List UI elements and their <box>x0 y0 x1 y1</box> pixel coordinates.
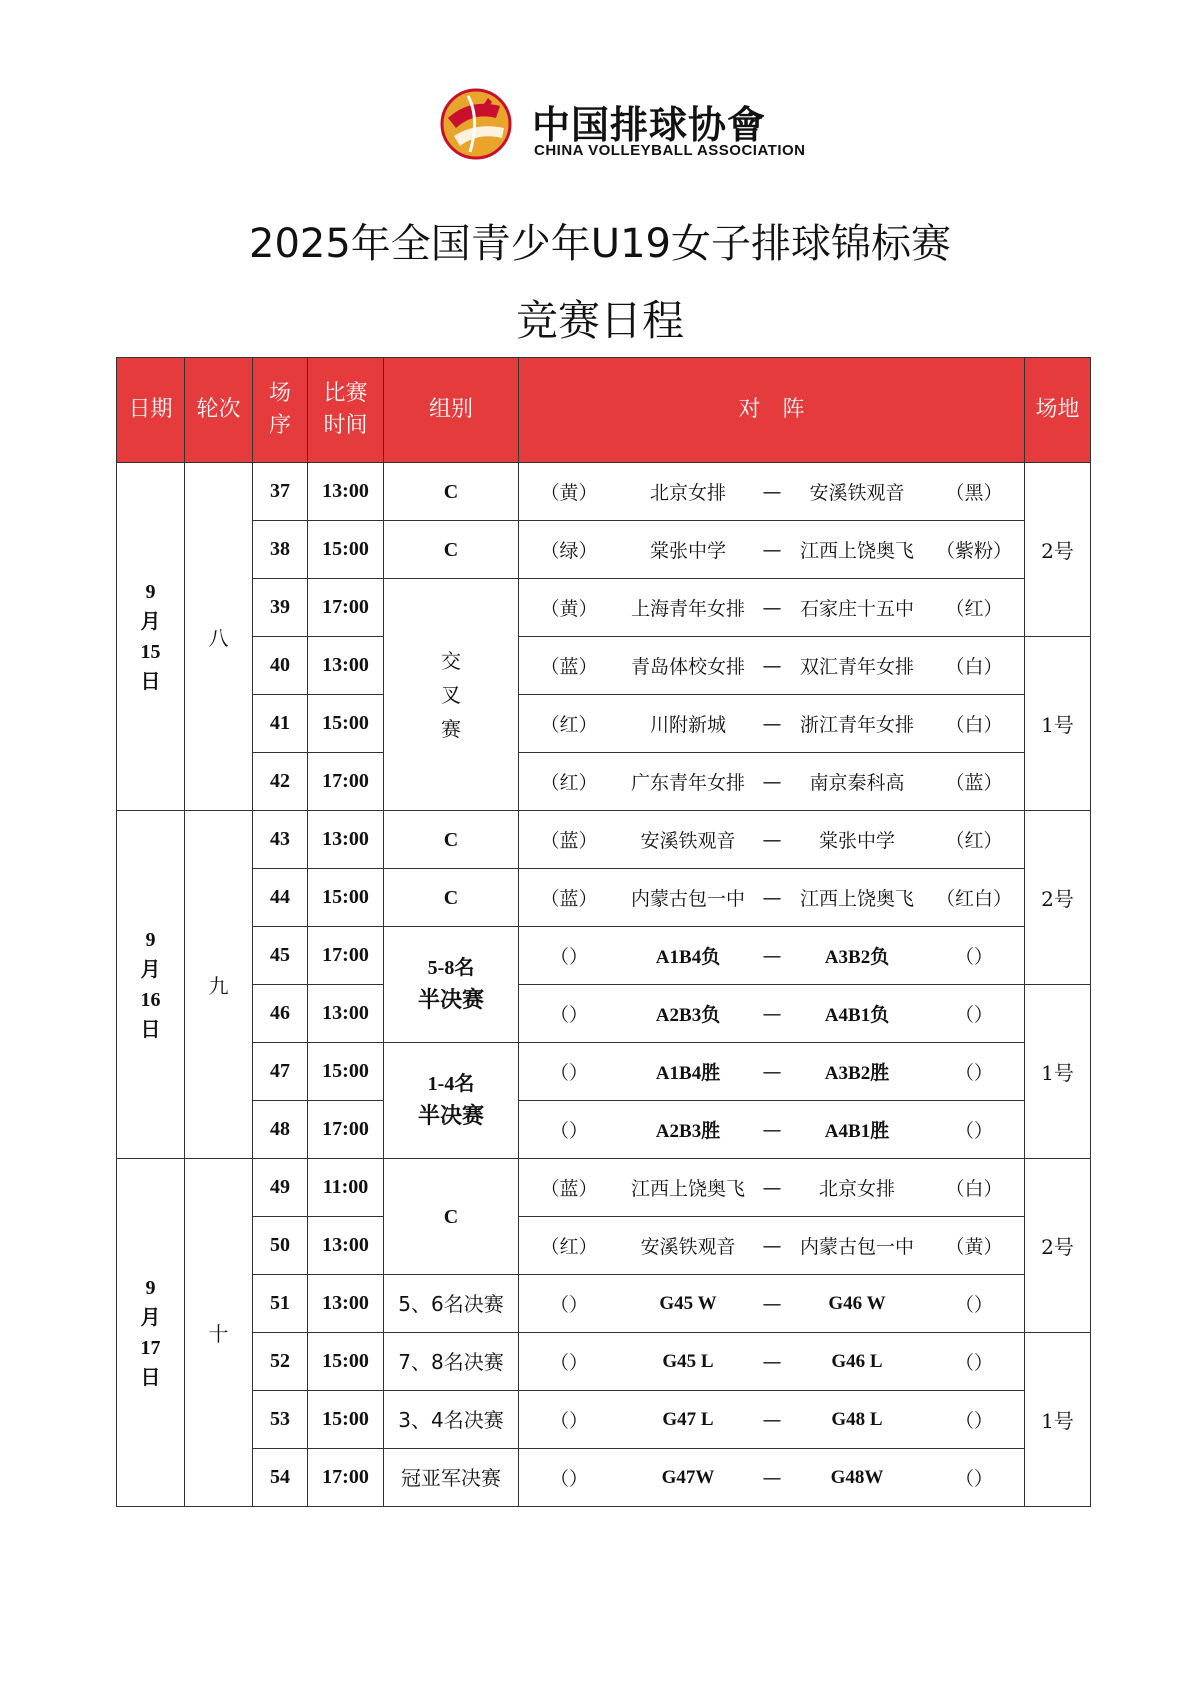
versus-dash: — <box>762 712 782 735</box>
table-row <box>117 1333 1091 1391</box>
team-right: 江西上饶奥飞 <box>799 540 914 562</box>
team-color-right: （红） <box>945 830 1003 852</box>
seq-cell: 52 <box>253 1333 308 1391</box>
team-right: 石家庄十五中 <box>799 598 914 620</box>
time-cell: 13:00 <box>308 1217 384 1275</box>
team-left: A1B4胜 <box>655 1063 721 1084</box>
versus-dash: — <box>762 1466 782 1489</box>
group-cross-line1: 交 <box>441 648 461 673</box>
team-right: A4B1负 <box>824 1005 890 1026</box>
time-cell: 17:00 <box>308 1449 384 1507</box>
team-left: 广东青年女排 <box>630 772 745 794</box>
seq-cell: 41 <box>253 695 308 753</box>
venue-cell: 2号 <box>1025 1159 1091 1333</box>
group-cell: C <box>384 521 519 579</box>
page-subtitle: 竞赛日程 <box>515 296 684 345</box>
time-cell: 13:00 <box>308 1275 384 1333</box>
team-color-right: （蓝） <box>945 772 1003 794</box>
team-color-left: （蓝） <box>540 656 598 678</box>
team-color-left: （） <box>549 1004 588 1026</box>
seq-cell: 38 <box>253 521 308 579</box>
team-color-right: （） <box>954 1352 993 1374</box>
team-color-right: （白） <box>945 714 1003 736</box>
team-color-left: （黄） <box>540 482 598 504</box>
team-color-right: （） <box>954 1062 993 1084</box>
volleyball-logo-icon <box>440 88 512 160</box>
matchup <box>519 521 1024 578</box>
team-left: A1B4负 <box>655 947 721 968</box>
team-color-left: （） <box>549 1352 588 1374</box>
team-left: 川附新城 <box>649 714 726 736</box>
venue-cell: 1号 <box>1025 1333 1091 1507</box>
match-cell <box>519 1449 1025 1507</box>
team-right: A3B2胜 <box>824 1063 890 1084</box>
versus-dash: — <box>762 654 782 677</box>
team-color-left: （） <box>549 1120 588 1142</box>
team-color-left: （红） <box>540 714 598 736</box>
logo-name-cn: 中国排球协會 <box>532 102 767 147</box>
matchup <box>519 753 1024 810</box>
team-color-left: （红） <box>540 772 598 794</box>
team-color-left: （蓝） <box>540 1178 598 1200</box>
header-group: 组别 <box>384 358 519 463</box>
venue-cell: 1号 <box>1025 985 1091 1159</box>
versus-dash: — <box>762 1002 782 1025</box>
versus-dash: — <box>762 596 782 619</box>
versus-dash: — <box>762 944 782 967</box>
team-color-right: （） <box>954 1120 993 1142</box>
group-cell: C <box>384 869 519 927</box>
versus-dash: — <box>762 1176 782 1199</box>
header-round: 轮次 <box>185 358 253 463</box>
date-day-char: 日 <box>140 1018 161 1041</box>
match-cell <box>519 811 1025 869</box>
schedule-table <box>116 357 1091 1507</box>
venue-cell: 1号 <box>1025 637 1091 811</box>
header-time <box>308 358 384 463</box>
time-cell: 17:00 <box>308 753 384 811</box>
group-5-8-line2: 半决赛 <box>417 987 484 1013</box>
match-cell <box>519 753 1025 811</box>
team-right: G46 L <box>831 1350 883 1372</box>
team-color-right: （） <box>954 1004 993 1026</box>
table-row <box>117 463 1091 521</box>
time-cell: 17:00 <box>308 927 384 985</box>
team-color-right: （） <box>954 1468 993 1490</box>
seq-cell: 46 <box>253 985 308 1043</box>
versus-dash: — <box>762 886 782 909</box>
team-color-left: （） <box>549 1062 588 1084</box>
group-cell: C <box>384 1159 519 1275</box>
header-seq-line2: 序 <box>268 413 291 438</box>
team-left: 内蒙古包一中 <box>630 888 745 910</box>
table-row <box>117 1043 1091 1101</box>
team-color-left: （黄） <box>540 598 598 620</box>
team-color-left: （红） <box>540 1236 598 1258</box>
team-color-left: （） <box>549 946 588 968</box>
matchup <box>519 463 1024 520</box>
match-cell <box>519 1275 1025 1333</box>
team-left: G45 W <box>659 1292 717 1314</box>
date-month-char: 月 <box>140 610 161 633</box>
seq-cell: 40 <box>253 637 308 695</box>
team-left: 棠张中学 <box>649 540 726 562</box>
date-day-char: 日 <box>140 670 161 693</box>
match-cell <box>519 985 1025 1043</box>
date-cell <box>117 463 185 811</box>
group-1-4-line2: 半决赛 <box>417 1103 484 1129</box>
table-row <box>117 1449 1091 1507</box>
header-seq <box>253 358 308 463</box>
date-day-num: 15 <box>140 640 161 663</box>
team-color-left: （蓝） <box>540 888 598 910</box>
group-1-4-line1: 1-4名 <box>427 1072 475 1095</box>
seq-cell: 39 <box>253 579 308 637</box>
team-right: 北京女排 <box>818 1178 895 1200</box>
versus-dash: — <box>762 1292 782 1315</box>
team-left: 安溪铁观音 <box>640 1236 736 1258</box>
team-left: 青岛体校女排 <box>630 656 745 678</box>
table-row <box>117 1275 1091 1333</box>
versus-dash: — <box>762 1408 782 1431</box>
seq-cell: 48 <box>253 1101 308 1159</box>
table-row <box>117 579 1091 637</box>
seq-cell: 42 <box>253 753 308 811</box>
match-cell <box>519 637 1025 695</box>
round-cell: 九 <box>185 811 253 1159</box>
round-cell: 八 <box>185 463 253 811</box>
team-left: 安溪铁观音 <box>640 830 736 852</box>
team-right: 安溪铁观音 <box>809 482 905 504</box>
table-row <box>117 1391 1091 1449</box>
header-date: 日期 <box>117 358 185 463</box>
matchup <box>519 811 1024 868</box>
table-row <box>117 811 1091 869</box>
matchup <box>519 1449 1024 1506</box>
table-row <box>117 1101 1091 1159</box>
date-cell <box>117 811 185 1159</box>
page-title: 2025年全国青少年U19女子排球锦标赛 <box>249 221 951 267</box>
team-right: 双汇青年女排 <box>799 656 914 678</box>
header-seq-line1: 场 <box>268 381 291 406</box>
date-day-num: 17 <box>140 1336 161 1359</box>
table-row <box>117 1217 1091 1275</box>
versus-dash: — <box>762 480 782 503</box>
seq-cell: 53 <box>253 1391 308 1449</box>
versus-dash: — <box>762 1234 782 1257</box>
date-month-num: 9 <box>145 928 156 951</box>
group-cell: C <box>384 463 519 521</box>
team-color-right: （黑） <box>945 482 1003 504</box>
group-cross-line3: 赛 <box>441 716 461 741</box>
table-row <box>117 637 1091 695</box>
seq-cell: 50 <box>253 1217 308 1275</box>
team-color-right: （黄） <box>945 1236 1003 1258</box>
seq-cell: 45 <box>253 927 308 985</box>
team-right: 棠张中学 <box>818 830 895 852</box>
table-row <box>117 985 1091 1043</box>
team-color-right: （白） <box>945 1178 1003 1200</box>
time-cell: 17:00 <box>308 579 384 637</box>
team-color-right: （白） <box>945 656 1003 678</box>
seq-cell: 51 <box>253 1275 308 1333</box>
group-cell-1-4 <box>384 1043 519 1159</box>
team-left: 北京女排 <box>649 482 726 504</box>
matchup <box>519 985 1024 1042</box>
seq-cell: 47 <box>253 1043 308 1101</box>
group-cell-5-8 <box>384 927 519 1043</box>
group-cell: 5、6名决赛 <box>384 1275 519 1333</box>
match-cell <box>519 1159 1025 1217</box>
team-color-left: （） <box>549 1410 588 1432</box>
matchup <box>519 1101 1024 1158</box>
date-month-char: 月 <box>140 1306 161 1329</box>
seq-cell: 37 <box>253 463 308 521</box>
seq-cell: 54 <box>253 1449 308 1507</box>
matchup <box>519 1275 1024 1332</box>
match-cell <box>519 927 1025 985</box>
match-cell <box>519 1217 1025 1275</box>
team-left: A2B3胜 <box>655 1121 721 1142</box>
table-row <box>117 927 1091 985</box>
versus-dash: — <box>762 1118 782 1141</box>
matchup <box>519 1217 1024 1274</box>
header-venue: 场地 <box>1025 358 1091 463</box>
time-cell: 15:00 <box>308 869 384 927</box>
team-color-right: （） <box>954 1294 993 1316</box>
team-left: 江西上饶奥飞 <box>630 1178 745 1200</box>
team-right: 南京秦科高 <box>809 772 905 794</box>
team-right: A3B2负 <box>824 947 890 968</box>
team-left: G47W <box>661 1466 715 1488</box>
team-right: G48W <box>830 1466 884 1488</box>
table-row <box>117 1159 1091 1217</box>
match-cell <box>519 463 1025 521</box>
date-day-char: 日 <box>140 1366 161 1389</box>
group-cell: 7、8名决赛 <box>384 1333 519 1391</box>
match-cell <box>519 1043 1025 1101</box>
date-cell <box>117 1159 185 1507</box>
matchup <box>519 927 1024 984</box>
round-cell: 十 <box>185 1159 253 1507</box>
versus-dash: — <box>762 828 782 851</box>
matchup <box>519 695 1024 752</box>
match-cell <box>519 579 1025 637</box>
team-left: G45 L <box>662 1350 714 1372</box>
table-row <box>117 869 1091 927</box>
time-cell: 13:00 <box>308 637 384 695</box>
venue-cell: 2号 <box>1025 811 1091 985</box>
seq-cell: 49 <box>253 1159 308 1217</box>
team-color-right: （红） <box>945 598 1003 620</box>
header-time-line2: 时间 <box>323 413 368 438</box>
team-right: 浙江青年女排 <box>799 714 914 736</box>
schedule-body <box>117 463 1091 1507</box>
match-cell <box>519 1391 1025 1449</box>
matchup <box>519 1333 1024 1390</box>
team-color-right: （） <box>954 1410 993 1432</box>
group-cell: 冠亚军决赛 <box>384 1449 519 1507</box>
team-color-left: （） <box>549 1468 588 1490</box>
cva-logo <box>440 88 806 168</box>
time-cell: 15:00 <box>308 695 384 753</box>
team-left: 上海青年女排 <box>630 598 745 620</box>
matchup <box>519 637 1024 694</box>
team-color-left: （） <box>549 1294 588 1316</box>
time-cell: 15:00 <box>308 1043 384 1101</box>
time-cell: 15:00 <box>308 521 384 579</box>
seq-cell: 44 <box>253 869 308 927</box>
header-time-line1: 比赛 <box>323 381 368 406</box>
matchup <box>519 1043 1024 1100</box>
date-month-char: 月 <box>140 958 161 981</box>
date-day-num: 16 <box>140 988 161 1011</box>
time-cell: 15:00 <box>308 1391 384 1449</box>
versus-dash: — <box>762 1350 782 1373</box>
table-row <box>117 695 1091 753</box>
team-right: A4B1胜 <box>824 1121 890 1142</box>
group-5-8-line1: 5-8名 <box>427 956 475 979</box>
team-right: G48 L <box>831 1408 883 1430</box>
table-row <box>117 753 1091 811</box>
time-cell: 13:00 <box>308 811 384 869</box>
match-cell <box>519 869 1025 927</box>
time-cell: 13:00 <box>308 463 384 521</box>
team-color-left: （绿） <box>540 540 598 562</box>
team-right: G46 W <box>828 1292 886 1314</box>
time-cell: 11:00 <box>308 1159 384 1217</box>
team-right: 内蒙古包一中 <box>799 1236 914 1258</box>
group-cell-cross <box>384 579 519 811</box>
date-month-num: 9 <box>145 580 156 603</box>
matchup <box>519 869 1024 926</box>
group-cell: 3、4名决赛 <box>384 1391 519 1449</box>
team-color-right: （红白） <box>935 888 1012 910</box>
matchup <box>519 1391 1024 1448</box>
team-left: A2B3负 <box>655 1005 721 1026</box>
match-cell <box>519 1333 1025 1391</box>
matchup <box>519 1159 1024 1216</box>
group-cross-line2: 叉 <box>441 682 461 707</box>
table-row <box>117 521 1091 579</box>
table-header-row <box>117 358 1091 463</box>
logo-name-en: CHINA VOLLEYBALL ASSOCIATION <box>534 142 806 159</box>
match-cell <box>519 695 1025 753</box>
team-left: G47 L <box>662 1408 714 1430</box>
time-cell: 13:00 <box>308 985 384 1043</box>
venue-cell: 2号 <box>1025 463 1091 637</box>
header-match: 对 阵 <box>519 358 1025 463</box>
team-color-right: （紫粉） <box>935 540 1012 562</box>
versus-dash: — <box>762 1060 782 1083</box>
seq-cell: 43 <box>253 811 308 869</box>
date-month-num: 9 <box>145 1276 156 1299</box>
versus-dash: — <box>762 770 782 793</box>
matchup <box>519 579 1024 636</box>
group-cell: C <box>384 811 519 869</box>
match-cell <box>519 1101 1025 1159</box>
time-cell: 15:00 <box>308 1333 384 1391</box>
versus-dash: — <box>762 538 782 561</box>
team-color-left: （蓝） <box>540 830 598 852</box>
match-cell <box>519 521 1025 579</box>
team-color-right: （） <box>954 946 993 968</box>
team-right: 江西上饶奥飞 <box>799 888 914 910</box>
time-cell: 17:00 <box>308 1101 384 1159</box>
